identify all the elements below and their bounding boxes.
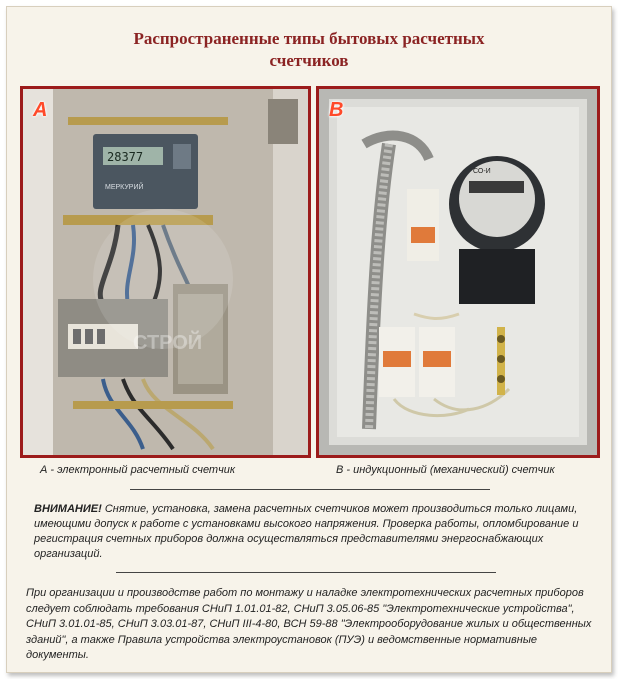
meter-display: 28377 — [107, 150, 144, 164]
warning-text: Снятие, установка, замена расчетных счетчиков может производиться только лицами, имеющими допуск к работе с установками высокого напряжения. Проверка работы, опломбирование и регистрация счетных приборов должна осуществляться представителями энергоснабжающих организаций. — [34, 503, 579, 560]
divider-bottom — [116, 572, 496, 573]
photo-a-label: A — [33, 99, 48, 121]
meter-model: СО-И — [473, 168, 491, 175]
photo-electronic-meter — [20, 86, 311, 458]
caption-electronic-meter: А - электронный расчетный счетчик — [40, 464, 236, 476]
norms-paragraph: При организации и производстве работ по монтажу и наладке электротехнических расчетных приборов следует соблюдать требования СНиП 1.01.01-82, СНиП 3.05.06-85 "Электротехнические устройства", СНиП 3.01.01-85, СНиП 3.03.01-87, СНиП III-4-80, ВСН 59-88 "Электрооборудование жилых и общественных зданий", а также Правила устройства электроустановок (ПУЭ) и ведомственные нормативные документы. — [26, 587, 592, 661]
induction-meter-illustration — [319, 89, 597, 455]
watermark-a: СТРОЙ — [133, 332, 203, 354]
caption-induction-meter: В - индукционный (механический) счетчик — [336, 464, 555, 476]
electronic-meter-illustration — [23, 89, 308, 455]
photo-b-label: B — [329, 99, 344, 121]
warning-lead: ВНИМАНИЕ! — [34, 503, 102, 515]
warning-paragraph — [34, 502, 594, 562]
title-line-2: счетчиков — [269, 51, 349, 70]
meter-brand: МЕРКУРИЙ — [105, 184, 144, 191]
divider-top — [130, 489, 490, 490]
page-title — [0, 28, 618, 72]
title-line-1: Распространенные типы бытовых расчетных — [133, 29, 485, 48]
photo-induction-meter — [316, 86, 600, 458]
